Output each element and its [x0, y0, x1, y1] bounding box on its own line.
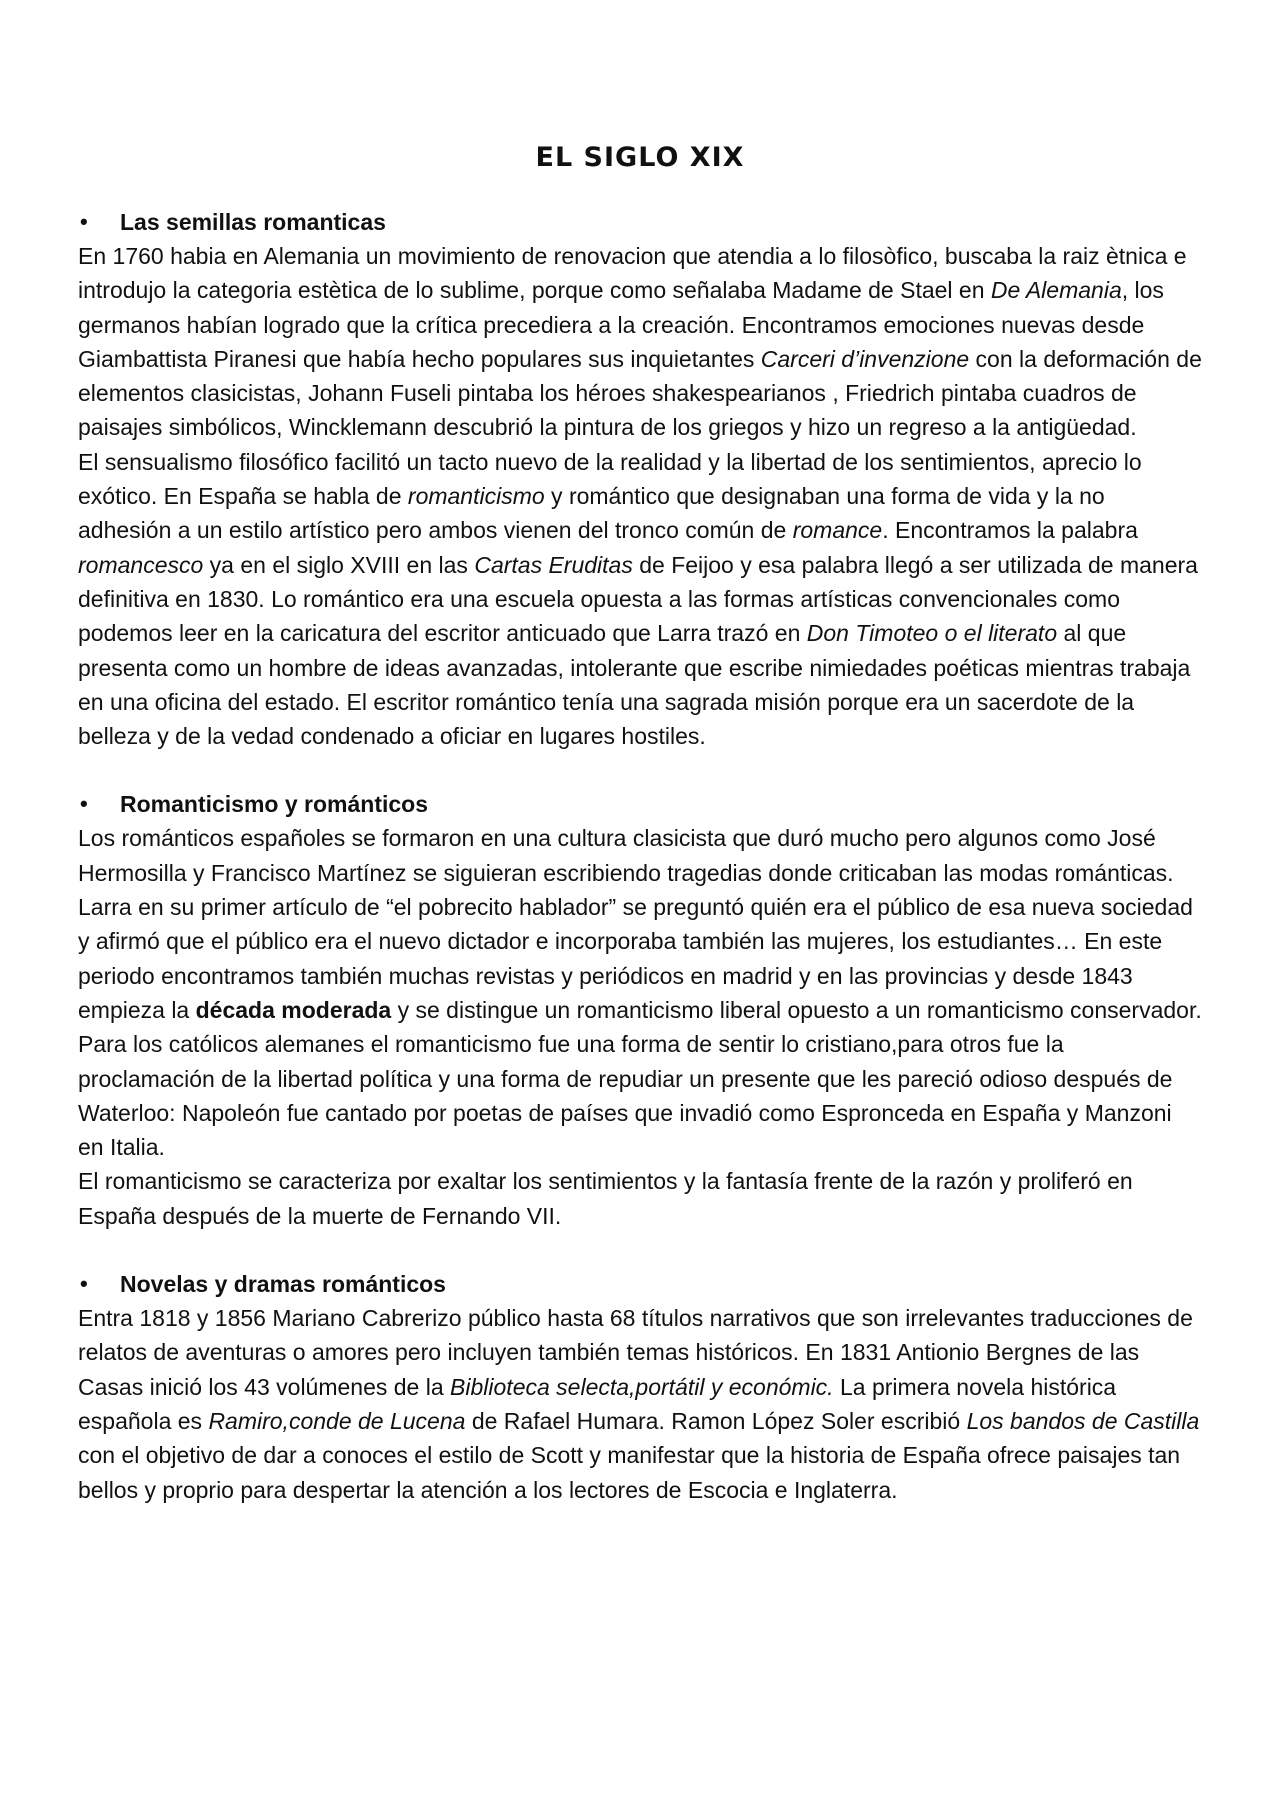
italic-text: Ramiro,conde de Lucena — [208, 1407, 466, 1434]
paragraph — [78, 1301, 1202, 1507]
text-run: Entra 1818 y 1856 Mariano Cabrerizo público hasta 68 títulos narrativos que son irrelevantes traducciones de relatos de aventuras o amores pero incluyen también temas históricos. En 1831 Antionio Bergnes de las Casas inició los 43 volúmenes de la — [78, 1305, 1193, 1400]
document-title: EL SIGLO XIX — [535, 142, 745, 173]
italic-text: Don Timoteo o el literato — [806, 620, 1058, 647]
text-run: al que presenta como un hombre de ideas avanzadas, intolerante que escribe nimiedades poéticas mientras trabaja en una oficina del estado. El escritor romántico tenía una sagrada misión porque era un sacerdote de la belleza y de la vedad condenado a oficiar en lugares hostiles. — [78, 620, 1191, 750]
bullet-icon: • — [80, 791, 88, 817]
section-heading-text: Novelas y dramas románticos — [120, 1271, 446, 1298]
text-run: y se distingue un romanticismo liberal opuesto a un romanticismo conservador. Para los católicos alemanes el romanticismo fue una forma de sentir lo cristiano,para otros fue la proclamación de la libertad política y una forma de repudiar un presente que les pareció odioso después de Waterloo: Napoleón fue cantado por poetas de países que invadió como Espronceda en España y Manzoni en Italia. — [78, 996, 1202, 1161]
bullet-icon: • — [80, 1271, 88, 1297]
text-run: La primera novela histórica española es — [78, 1373, 1117, 1434]
paragraph — [78, 1164, 1202, 1233]
italic-text: De Alemania — [990, 277, 1122, 304]
italic-text: Carceri d’invenzione — [760, 345, 970, 372]
text-run: El sensualismo filosófico facilitó un tacto nuevo de la realidad y la libertad de los sentimientos, aprecio lo exótico. En España se habla de — [78, 448, 1142, 510]
italic-text: Biblioteca selecta,portátil y económic. — [450, 1373, 834, 1400]
section-heading — [78, 205, 1202, 239]
italic-text: romanticismo — [407, 483, 545, 510]
italic-text: romance — [792, 517, 883, 544]
text-run: de Feijoo y esa palabra llegó a ser utilizada de manera definitiva en 1830. Lo romántico era una escuela opuesta a las formas artísticas convencionales como podemos leer en la caricatura del escritor anticuado que Larra trazó en — [78, 551, 1198, 647]
italic-text: Cartas Eruditas — [474, 551, 633, 578]
text-run: ya en el siglo XVIII en las — [203, 551, 475, 578]
section-1 — [78, 205, 1202, 753]
text-run: con la deformación de elementos clasicistas, Johann Fuseli pintaba los héroes shakespearianos , Friedrich pintaba cuadros de paisajes simbólicos, Wincklemann descubrió la pintura de los griegos y hizo un regreso a la antigüedad. — [78, 345, 1202, 441]
paragraph — [78, 890, 1202, 1164]
text-run: , los germanos habían logrado que la crítica precediera a la creación. Encontramos emociones nuevas desde Giambattista Piranesi que había hecho populares sus inquietantes — [78, 277, 1164, 372]
section-heading-text: Las semillas romanticas — [120, 209, 386, 235]
text-run: . Encontramos la palabra — [882, 517, 1138, 544]
text-run: con el objetivo de dar a conoces el estilo de Scott y manifestar que la historia de España ofrece paisajes tan bellos y proprio para despertar la atención a los lectores de Escocia e Inglaterra. — [78, 1442, 1181, 1503]
paragraph — [78, 445, 1202, 754]
bold-text: década moderada — [195, 996, 392, 1023]
section-3 — [78, 1267, 1202, 1507]
text-run: En 1760 habia en Alemania un movimiento de renovacion que atendia a lo filosòfico, buscaba la raiz ètnica e introdujo la categoria estètica de lo sublime, porque como señalaba Madame de Stael en — [78, 243, 1187, 304]
section-heading-text: Romanticismo y románticos — [120, 791, 429, 818]
text-run: y romántico que designaban una forma de vida y la no adhesión a un estilo artístico pero ambos vienen del tronco común de — [78, 483, 1105, 544]
section-heading — [78, 787, 1202, 821]
section-2 — [78, 787, 1202, 1233]
text-run: de Rafael Humara. Ramon López Soler escribió — [465, 1407, 967, 1434]
paragraph — [78, 821, 1202, 890]
document-body — [78, 205, 1202, 1507]
italic-text: Los bandos de Castilla — [966, 1407, 1200, 1434]
paragraph — [78, 239, 1202, 445]
italic-text: romancesco — [78, 551, 204, 578]
text-run: El romanticismo se caracteriza por exaltar los sentimientos y la fantasía frente de la razón y proliferó en España después de la muerte de Fernando VII. — [78, 1168, 1133, 1229]
section-heading — [78, 1267, 1202, 1301]
bullet-icon: • — [80, 209, 88, 234]
text-run: Larra en su primer artículo de “el pobrecito hablador” se preguntó quién era el público de esa nueva sociedad y afirmó que el público era el nuevo dictador e incorporaba también las mujeres, los estudiantes… En este periodo encontramos también muchas revistas y periódicos en madrid y en las provincias y desde 1843 empieza la — [78, 894, 1193, 1023]
text-run: Los románticos españoles se formaron en una cultura clasicista que duró mucho pero algunos como José Hermosilla y Francisco Martínez se siguieran escribiendo tragedias donde criticaban las modas románticas. — [78, 825, 1174, 886]
